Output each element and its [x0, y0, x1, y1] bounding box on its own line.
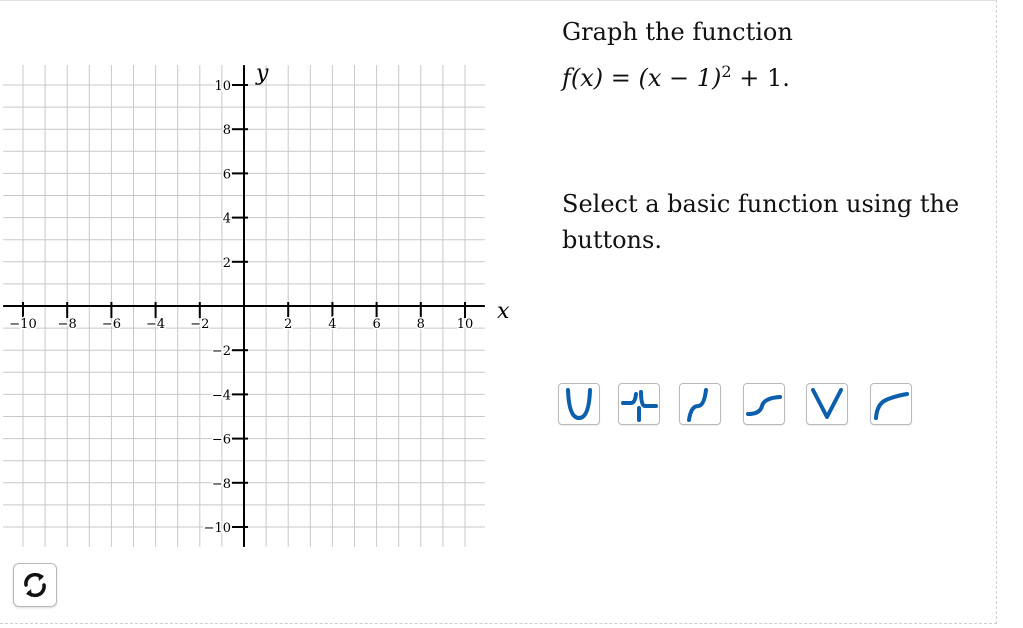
- cubic-button[interactable]: [679, 383, 721, 425]
- equation-rhs: + 1.: [731, 64, 790, 92]
- cube-root-button[interactable]: [743, 383, 785, 425]
- y-tick-label: 2: [222, 255, 231, 271]
- reciprocal-icon: [619, 384, 659, 424]
- y-tick-label: −8: [211, 476, 231, 492]
- y-axis-label: y: [256, 61, 269, 86]
- absolute-value-button[interactable]: [806, 383, 848, 425]
- y-tick-label: 10: [214, 79, 231, 94]
- x-tick-label: 2: [284, 317, 293, 332]
- parabola-icon: [559, 384, 599, 424]
- function-equation: [562, 54, 790, 96]
- y-tick-label: −4: [211, 388, 231, 404]
- cube-root-icon: [744, 384, 784, 424]
- y-tick-label: −2: [211, 344, 231, 360]
- y-tick-label: 4: [222, 211, 231, 227]
- reset-button[interactable]: [13, 563, 57, 607]
- x-tick-label: 8: [416, 317, 425, 332]
- refresh-icon: [14, 564, 56, 606]
- instruction-text: Select a basic function using the buttons.: [562, 190, 960, 254]
- y-axis-ticks: [204, 79, 248, 536]
- y-tick-label: 8: [222, 123, 231, 139]
- x-tick-label: −10: [9, 317, 37, 332]
- square-root-icon: [871, 384, 911, 424]
- equation-lhs: f(x) = (x − 1): [562, 64, 722, 92]
- x-axis-label: x: [497, 299, 510, 324]
- y-tick-label: 6: [222, 167, 231, 183]
- prompt-line-1: Graph the function: [562, 18, 793, 46]
- coordinate-plane[interactable]: [0, 0, 520, 560]
- absolute-value-icon: [807, 384, 847, 424]
- y-tick-label: −6: [211, 432, 231, 448]
- reciprocal-button[interactable]: [618, 383, 660, 425]
- axes: [3, 65, 485, 547]
- square-root-button[interactable]: [870, 383, 912, 425]
- y-tick-label: −10: [203, 521, 231, 536]
- equation-exponent: 2: [721, 62, 732, 81]
- x-tick-label: −2: [190, 317, 210, 332]
- x-tick-label: 6: [372, 317, 381, 332]
- x-tick-label: −4: [146, 317, 166, 332]
- x-tick-label: −8: [57, 317, 77, 332]
- x-tick-label: 4: [328, 317, 337, 332]
- x-tick-label: −6: [101, 317, 121, 332]
- x-tick-label: 10: [456, 317, 474, 332]
- cubic-icon: [680, 384, 720, 424]
- parabola-button[interactable]: [558, 383, 600, 425]
